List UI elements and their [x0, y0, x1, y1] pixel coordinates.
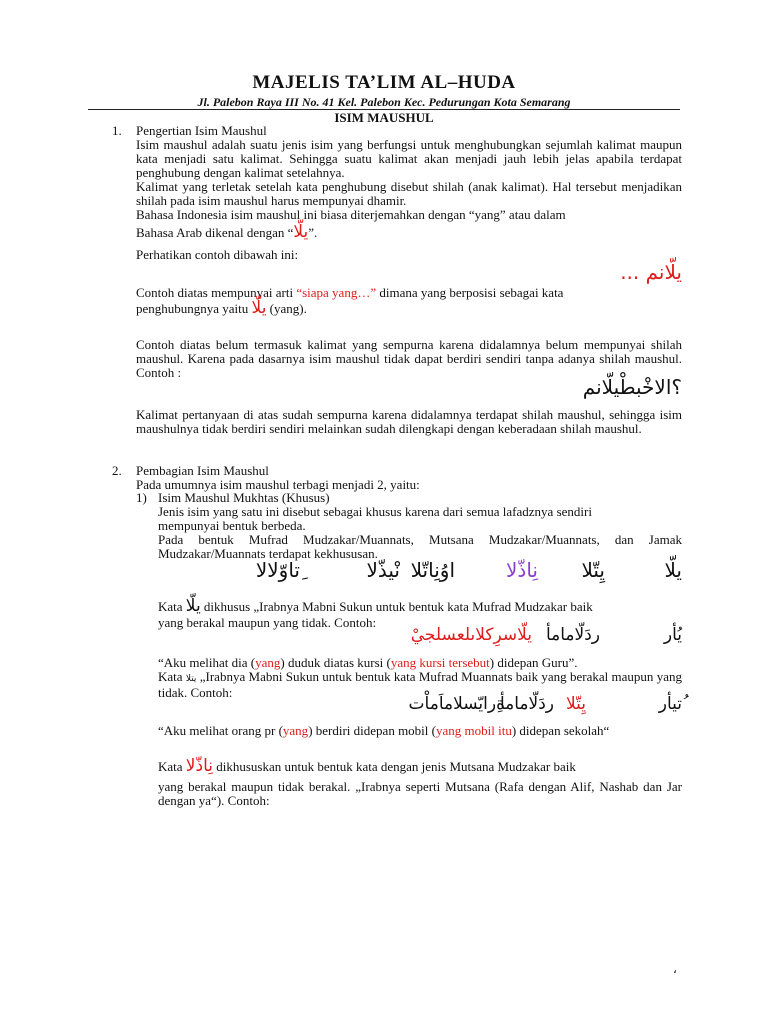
- q1-text-1: “Aku melihat dia (: [158, 655, 256, 670]
- p4-kata: Kata: [158, 669, 186, 684]
- p5-text-start: Contoh diatas mempunyai arti: [136, 285, 297, 300]
- example-3-arabic-mid: ردَلّامامأ: [545, 625, 600, 645]
- maushul-form-2: يِتّلا: [581, 558, 605, 582]
- q1-text-2: ) duduk diatas kursi (: [280, 655, 391, 670]
- section-1-paragraph-2: Kalimat yang terletak setelah kata penghubung disebut shilah (anak kalimat). Hal tersebut menjadikan shilah pada isim maushul harus mempunyai dhamir.: [136, 179, 682, 208]
- document-title: MAJELIS TA’LIM AL–HUDA: [252, 72, 516, 93]
- example-3-arabic-verb: يُأر: [663, 625, 682, 645]
- p3-text-end: ”.: [308, 225, 318, 240]
- example-3-translation: [158, 656, 578, 670]
- q2-text-1: “Aku melihat orang pr (: [158, 723, 283, 738]
- section-1-heading: Pengertian Isim Maushul: [136, 123, 267, 138]
- section-1-number: 1.: [112, 123, 122, 138]
- p5-text-end: dimana yang berposisi sebagai kata: [376, 285, 564, 300]
- example-1-arabic: يلّانم ...: [620, 260, 682, 284]
- example-4-arabic-left: ةِرايّسلاماَماْت: [408, 694, 505, 714]
- q1-text-3: ) didepan Guru”.: [489, 655, 578, 670]
- p5-alladzi-arabic: يلّا: [251, 298, 267, 318]
- example-4-arabic-mid: ردَلّامامأ: [499, 694, 554, 714]
- section-1-paragraph-5-line-2: [136, 298, 307, 318]
- p3-alladzi: يلّا: [185, 596, 201, 616]
- p5-alladzani: نِاذّلا: [185, 756, 213, 776]
- p4-desc: „Irabnya Mabni Sukun untuk bentuk kata Mufrad Muannats baik yang berakal maupun yang tidak. Contoh:: [158, 669, 682, 700]
- p3-desc: dikhusus „Irabnya Mabni Sukun untuk bentuk kata Mufrad Mudzakar baik: [200, 599, 593, 614]
- p5-text-3: (yang).: [266, 301, 307, 316]
- p5-kata: Kata: [158, 759, 186, 774]
- example-4-arabic-verb: ُتيأر: [658, 694, 682, 714]
- subsection-1-paragraph-3-line-1: [158, 596, 593, 616]
- subsection-1-heading: Isim Maushul Mukhtas (Khusus): [158, 490, 330, 505]
- example-4-arabic-red: يِتّلا: [565, 694, 586, 714]
- maushul-form-4: اوُنِاتّلا: [410, 558, 455, 582]
- maushul-form-3: نِاذّلا: [506, 558, 538, 582]
- q2-red-1: yang: [282, 723, 309, 738]
- section-title: ISIM MAUSHUL: [334, 110, 434, 125]
- q2-text-3: ) didepan sekolah“: [511, 723, 610, 738]
- q1-red-1: yang: [255, 655, 281, 670]
- section-2-number: 2.: [112, 463, 122, 478]
- section-1-paragraph-1: Isim maushul adalah suatu jenis isim yang berfungsi untuk menghubungkan sejumlah kalimat maupun kata menjadi satu kalimat. Sehingga suatu kalimat akan menjadi jauh lebih jelas apabila terdapat penghubung dengan kalimat setelahnya.: [136, 137, 682, 180]
- alladzi-arabic: يلّا: [293, 222, 309, 242]
- q1-red-2: yang kursi tersebut: [390, 655, 490, 670]
- q2-red-2: yang mobil itu: [436, 723, 512, 738]
- example-4-translation: [158, 724, 682, 738]
- section-1-paragraph-6: Contoh diatas belum termasuk kalimat yang sempurna karena didalamnya belum mempunyai shilah maushul. Karena pada dasarnya isim maushul tidak dapat berdiri sendiri tanpa adanya shilah maushul. Contoh :: [136, 337, 682, 380]
- p3-text-start: Bahasa Arab dikenal dengan “: [136, 225, 294, 240]
- subsection-1-paragraph-3-line-2: yang berakal maupun yang tidak. Contoh:: [158, 615, 377, 630]
- p5-desc: dikhususkan untuk bentuk kata dengan jenis Mutsana Mudzakar baik: [212, 759, 576, 774]
- section-1-paragraph-7: Kalimat pertanyaan di atas sudah sempurna karena didalamnya terdapat shilah maushul, sehingga isim maushulnya tidak berdiri sendiri melainkan sudah dilengkapi dengan keberadaan shilah maushul.: [136, 407, 682, 436]
- subsection-1-paragraph-1: Jenis isim yang satu ini disebut sebagai khusus karena dari semua lafadznya sendiri mempunyai bentuk berbeda.: [158, 504, 592, 533]
- subsection-1-paragraph-5-rest: yang berakal maupun tidak berakal. „Irabnya seperti Mutsana (Rafa dengan Alif, Nashab dan Jar dengan ya“). Contoh:: [158, 779, 682, 808]
- section-1-paragraph-4: Perhatikan contoh dibawah ini:: [136, 247, 299, 262]
- p3-kata: Kata: [158, 599, 186, 614]
- subsection-1-number: 1): [136, 490, 147, 505]
- subsection-1-paragraph-5-line-1: [158, 756, 576, 776]
- maushul-form-6: ِتاوّلالا: [255, 558, 300, 582]
- example-3-arabic-red: يلّاسرِكلاىلعسلجيْ: [410, 625, 532, 645]
- document-address: Jl. Palebon Raya III No. 41 Kel. Palebon Kec. Pedurungan Kota Semarang: [197, 95, 571, 109]
- subsection-1-paragraph-2: Pada bentuk Mufrad Mudzakar/Muannats, Mutsana Mudzakar/Muannats, dan Jamak Mudzakar/Muannats terdapat kekhususan.: [158, 532, 682, 561]
- p5-red-text: “siapa yang…”: [296, 285, 377, 300]
- maushul-form-5: نْيذّلا: [366, 558, 400, 582]
- section-2-heading: Pembagian Isim Maushul: [136, 463, 269, 478]
- page-mark: ،: [673, 962, 677, 976]
- q2-text-2: ) berdiri didepan mobil (: [308, 723, 436, 738]
- p5-text-2: penghubungnya yaitu: [136, 301, 252, 316]
- example-2-arabic: ؟الاخْبطْيلّانم: [582, 375, 682, 399]
- maushul-form-1: يلّا: [664, 558, 682, 582]
- p4-allati-small: يتلا: [185, 674, 197, 684]
- section-1-paragraph-3-line-2: [136, 222, 317, 242]
- section-2-intro: Pada umumnya isim maushul terbagi menjadi 2, yaitu:: [136, 477, 420, 492]
- section-1-paragraph-3-line-1: Bahasa Indonesia isim maushul ini biasa diterjemahkan dengan “yang” atau dalam: [136, 207, 566, 222]
